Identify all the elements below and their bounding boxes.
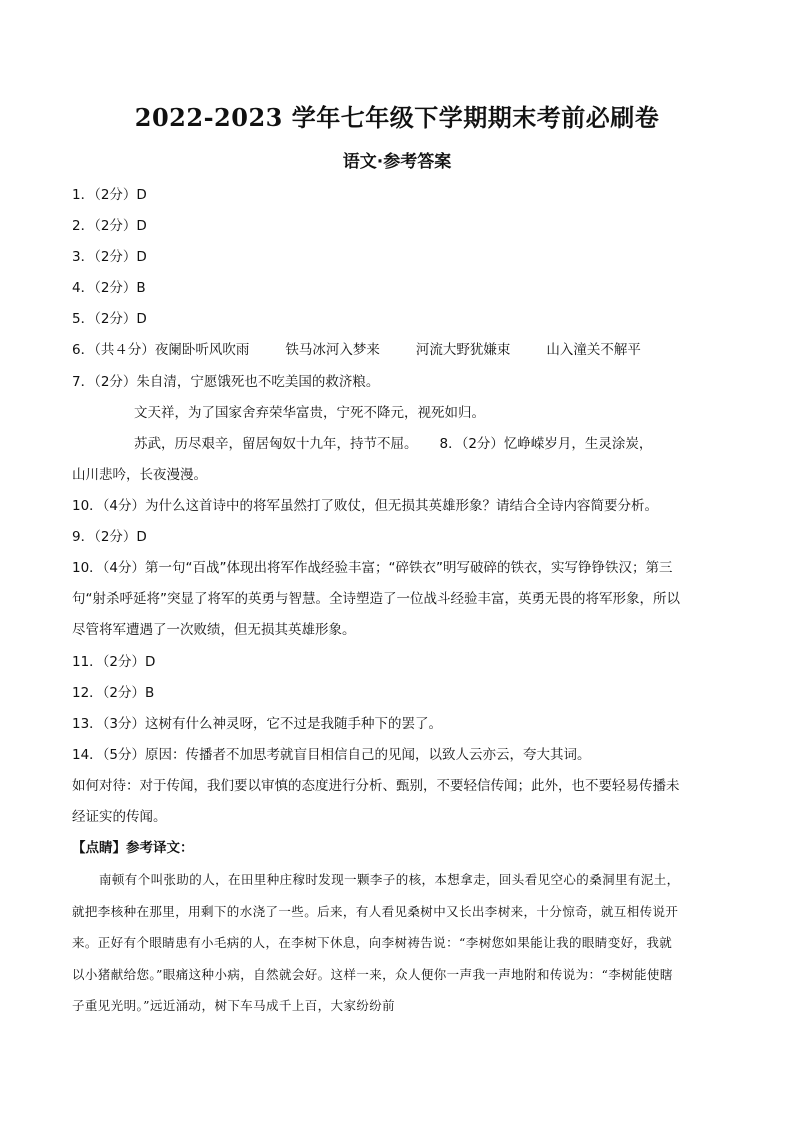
answer-14-continued: 如何对待：对于传闻，我们要以审慎的态度进行分析、甄别，不要轻信传闻；此外，也不要轻易传播未经证实的传闻。 [72, 778, 680, 825]
answer-2: 2．（2分）D [72, 218, 147, 234]
answer-6-item: 河流大野犹嫌束 [415, 342, 511, 358]
answer-6-label: 6．（共４分） [72, 342, 155, 358]
answer-3: 3．（2分）D [72, 249, 147, 265]
answer-8-text: 8．（2分）忆峥嵘岁月，生灵涂炭， [439, 436, 653, 452]
answer-7-text: 苏武，历尽艰辛，留居匈奴十九年，持节不屈。 [134, 436, 418, 452]
answer-4: 4．（2分）B [72, 280, 146, 296]
answer-12: 12．（2分）B [72, 685, 155, 701]
dianjing-heading: 【点睛】参考译文： [72, 840, 194, 856]
answer-6-item: 山入潼关不解平 [546, 342, 641, 358]
answer-5: 5．（2分）D [72, 311, 147, 327]
answer-10: 10．（4分）第一句“百战”体现出将军作战经验丰富；“碎铁衣”明写破碎的铁衣，实写铮铮铁汉；第三句“射杀呼延将”突显了将军的英勇与智慧。全诗塑造了一位战斗经验丰富，英勇无畏的将军形象，所以尽管将军遭遇了一次败绩，但无损其英雄形象。 [72, 560, 680, 638]
answer-6-item: 铁马冰河入梦来 [285, 342, 380, 358]
answer-9: 9．（2分）D [72, 529, 147, 545]
answer-1: 1．（2分）D [72, 187, 147, 203]
reference-translation: 南顿有个叫张助的人，在田里种庄稼时发现一颗李子的核，本想拿走，回头看见空心的桑洞里有泥土，就把李核种在那里，用剩下的水浇了一些。后来，有人看见桑树中又长出李树来，十分惊奇，就互相传说开来。正好有个眼睛患有小毛病的人，在李树下休息，向李树祷告说：“李树您如果能让我的眼睛变好，我就以小猪献给您。”眼痛这种小病，自然就会好。这样一来，众人便你一声我一声地附和传说为：“李树能使瞎子重见光明。”远近涌动，树下车马成千上百，大家纷纷前 [72, 872, 680, 1013]
page-title: 2022-2023 学年七年级下学期期末考前必刷卷 [134, 103, 660, 132]
answer-7-line3 [134, 434, 652, 454]
answer-7-line1: 7．（2分）朱自清，宁愿饿死也不吃美国的救济粮。 [72, 374, 380, 390]
answer-8-line2: 山川悲吟，长夜漫漫。 [72, 467, 207, 483]
answer-14: 14．（5分）原因：传播者不加思考就盲目相信自己的见闻，以致人云亦云，夸大其词。 [72, 747, 591, 763]
answer-7-line2: 文天祥，为了国家舍弃荣华富贵，宁死不降元，视死如归。 [134, 405, 485, 421]
answer-6 [72, 340, 641, 360]
answer-11: 11．（2分）D [72, 654, 156, 670]
answer-6-item: 夜阑卧听风吹雨 [154, 342, 250, 358]
page-subtitle: 语文·参考答案 [342, 152, 452, 172]
answer-13: 13．（3分）这树有什么神灵呀，它不过是我随手种下的罢了。 [72, 716, 443, 732]
question-10: 10．（4分）为什么这首诗中的将军虽然打了败仗，但无损其英雄形象？请结合全诗内容简要分析。 [72, 498, 659, 514]
